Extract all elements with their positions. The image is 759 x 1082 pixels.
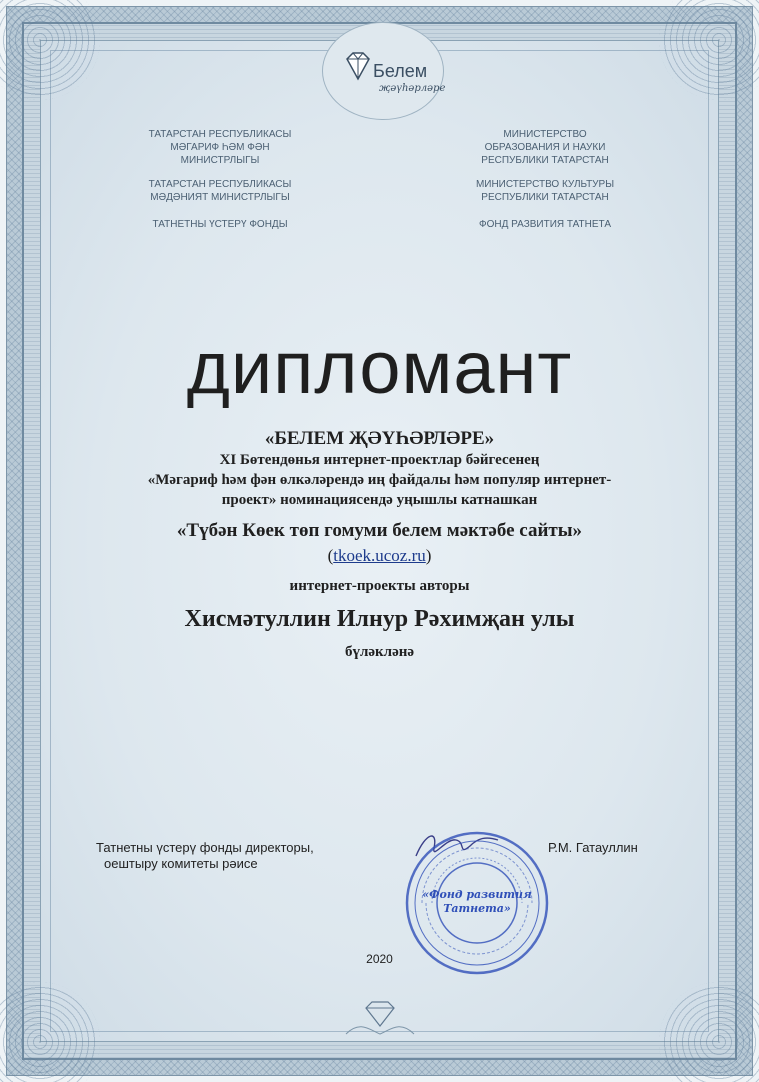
recipient-name: Хисмәтуллин Илнур Рәхимҗан улы — [184, 606, 575, 632]
project-url-line: (tkoek.ucoz.ru) — [327, 546, 432, 565]
diploma-year: 2020 — [366, 952, 393, 966]
project-name: «Түбән Көек төп гомуми белем мәктәбе сайты» — [176, 520, 583, 541]
org-right-tatnet-fund: ФОНД РАЗВИТИЯ ТАТНЕТА — [478, 219, 612, 230]
project-url-link[interactable]: tkoek.ucoz.ru — [333, 546, 426, 565]
signatory-name: Р.М. Гатауллин — [548, 840, 638, 855]
org-right-ministry-education: МИНИСТЕРСТВО ОБРАЗОВАНИЯ И НАУКИ РЕСПУБЛИКИ ТАТАРСТАН — [481, 129, 609, 166]
contest-line-3: проект» номинациясендә уңышлы катнашкан — [221, 492, 538, 508]
stamp-center-text: «Фонд развития Татнета» — [422, 888, 532, 915]
award-verb: бүләкләнә — [344, 644, 415, 660]
contest-name: «БЕЛЕМ ҖӘҮҺӘРЛӘРЕ» — [264, 428, 495, 449]
contest-line-1: XI Бөтендөнья интернет-проектлар бәйгесенең — [219, 452, 540, 468]
org-left-ministry-culture: ТАТАРСТАН РЕСПУБЛИКАСЫ МӘДӘНИЯТ МИНИСТРЛЫГЫ — [148, 179, 292, 203]
signatory-position: Татнетны үстерү фонды директоры, оештыру комитеты рәисе — [96, 840, 314, 871]
author-label: интернет-проекты авторы — [289, 578, 470, 594]
diploma-title: дипломант — [186, 326, 573, 409]
org-left-tatnet-fund: ТАТНЕТНЫ ҮСТЕРҮ ФОНДЫ — [152, 219, 288, 230]
bottom-diamond-ornament — [340, 990, 420, 1040]
org-left-ministry-education: ТАТАРСТАН РЕСПУБЛИКАСЫ МӘГАРИФ ҺӘМ ФӘН МИНИСТРЛЫГЫ — [148, 129, 292, 166]
diamond-icon — [341, 49, 375, 83]
contest-line-2: «Мәгариф һәм фән өлкәләрендә иң файдалы һәм популяр интернет- — [147, 472, 612, 488]
org-right-ministry-culture: МИНИСТЕРСТВО КУЛЬТУРЫ РЕСПУБЛИКИ ТАТАРСТАН — [475, 179, 615, 203]
logo-subtitle: җәүһәрләре — [379, 83, 446, 94]
logo-name: Белем — [373, 61, 428, 81]
belem-logo — [322, 22, 444, 120]
